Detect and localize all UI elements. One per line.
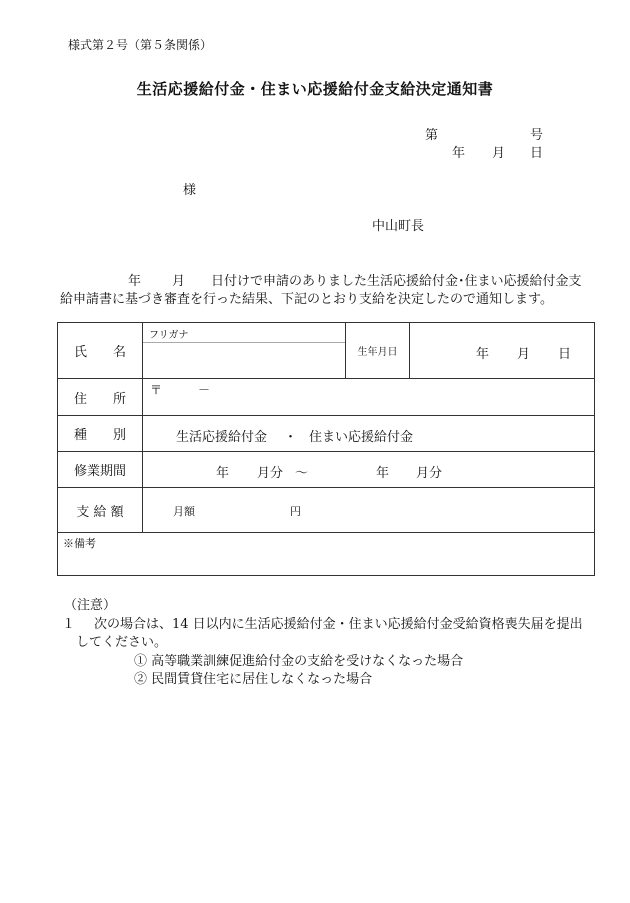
note-sub-1: ① 高等職業訓練促進給付金の支給を受けなくなった場合: [134, 654, 464, 669]
furigana-label: フリガナ: [149, 330, 189, 341]
notes-heading: （注意）: [64, 598, 117, 613]
period-year-2: 年: [376, 466, 390, 481]
note-1-number: １: [62, 617, 76, 632]
birth-day: 日: [558, 347, 572, 362]
type-option-living[interactable]: 生活応援給付金: [176, 430, 268, 445]
info-table: [57, 322, 595, 576]
body-month: 月: [172, 274, 186, 289]
type-label: 種 別: [73, 428, 126, 443]
type-label-cell: [58, 416, 143, 452]
note-sub-2: ② 民間賃貸住宅に居住しなくなった場合: [134, 672, 373, 687]
period-label-cell: [58, 452, 143, 488]
period-month-1: 月分: [257, 466, 284, 481]
address-field[interactable]: [143, 379, 595, 416]
type-field: [143, 416, 595, 452]
doc-number-go: 号: [530, 128, 544, 143]
postal-mark: 〒: [150, 383, 163, 397]
type-option-housing[interactable]: 住まい応援給付金: [309, 430, 414, 445]
document-title: 生活応援給付金・住まい応援給付金支給決定通知書: [136, 80, 494, 98]
amount-label: 支 給 額: [76, 504, 124, 520]
date-day: 日: [530, 146, 544, 161]
name-label: 氏 名: [73, 345, 126, 360]
birth-date-field[interactable]: [410, 323, 595, 379]
remarks-label: ※備考: [63, 537, 96, 550]
address-label: 住 所: [73, 391, 126, 407]
period-label: 修業期間: [73, 464, 126, 479]
date-year: 年: [452, 146, 466, 161]
note-1-line1: 次の場合は、14 日以内に生活応援給付金・住まい応援給付金受給資格喪失届を提出: [94, 617, 583, 632]
note-1-line2: してください。: [76, 635, 168, 650]
name-label-cell: [58, 323, 143, 379]
doc-number-dai: 第: [425, 128, 439, 143]
postal-dash: －: [198, 383, 211, 397]
amount-monthly: 月額: [173, 505, 195, 518]
addressee-sama: 様: [183, 183, 197, 198]
body-year: 年: [128, 274, 142, 289]
period-tilde: ～: [295, 466, 309, 481]
birth-month: 月: [517, 347, 531, 362]
name-field[interactable]: [143, 323, 346, 379]
amount-yen: 円: [290, 505, 301, 518]
amount-label-cell: [58, 488, 143, 533]
furigana-field[interactable]: [143, 323, 345, 343]
address-label-cell: [58, 379, 143, 416]
type-separator: ・: [284, 430, 298, 445]
amount-field[interactable]: [143, 488, 595, 533]
period-year-1: 年: [216, 466, 230, 481]
date-month: 月: [492, 146, 506, 161]
body-line1: 日付けで申請のありました生活応援給付金･住まい応援給付金支: [211, 274, 582, 289]
form-label: 様式第２号（第５条関係）: [68, 38, 213, 52]
body-line2: 給申請書に基づき審査を行った結果、下記のとおり支給を決定したので通知します。: [60, 292, 553, 307]
birth-label: 生年月日: [357, 347, 398, 358]
remarks-field[interactable]: [58, 533, 595, 576]
issuer-name: 中山町長: [372, 219, 425, 234]
period-field[interactable]: [143, 452, 595, 488]
birth-year: 年: [476, 347, 490, 362]
period-month-2: 月分: [416, 466, 443, 481]
birth-label-cell: [346, 323, 410, 379]
